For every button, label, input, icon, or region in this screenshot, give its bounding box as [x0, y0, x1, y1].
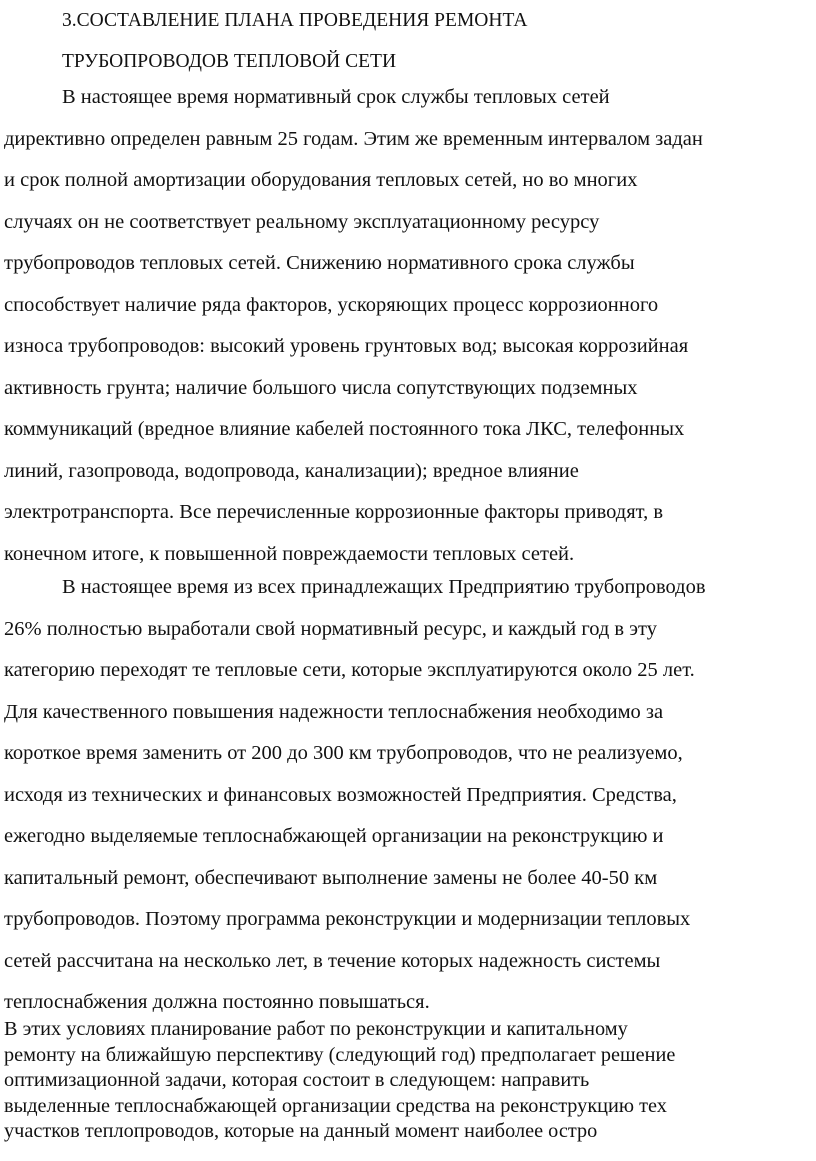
text-line: и срок полной амортизации оборудования тепловых сетей, но во многих — [4, 169, 638, 191]
text-line: активность грунта; наличие большого числа сопутствующих подземных — [4, 376, 638, 399]
text-line: выделенные теплоснабжающей организации средства на реконструкцию тех — [4, 1094, 667, 1117]
paragraph-planning — [4, 1017, 812, 1145]
text-line: теплоснабжения должна постоянно повышаться. — [4, 991, 430, 1013]
heading-line: ТРУБОПРОВОДОВ ТЕПЛОВОЙ СЕТИ — [62, 51, 397, 72]
text-line: капитальный ремонт, обеспечивают выполнение замены не более 40-50 км — [4, 866, 658, 889]
text-line: Для качественного повышения надежности теплоснабжения необходимо за — [4, 700, 664, 723]
text-line: 26% полностью выработали свой нормативный ресурс, и каждый год в эту — [4, 617, 657, 640]
text-line: износа трубопроводов: высокий уровень грунтовых вод; высокая коррозийная — [4, 335, 689, 357]
text-line: В этих условиях планирование работ по реконструкции и капитальному — [4, 1018, 628, 1040]
text-line: категорию переходят те тепловые сети, которые эксплуатируются около 25 лет. — [4, 659, 695, 681]
text-line: участков теплопроводов, которые на данный момент наиболее остро — [4, 1120, 598, 1142]
text-line: конечном итоге, к повышенной повреждаемости тепловых сетей. — [4, 542, 575, 565]
text-line: короткое время заменить от 200 до 300 км трубопроводов, что не реализуемо, — [4, 742, 683, 764]
paragraph-service-life — [4, 77, 812, 575]
text-line: электротранспорта. Все перечисленные коррозионные факторы приводят, в — [4, 501, 664, 523]
text-line: трубопроводов тепловых сетей. Снижению нормативного срока службы — [4, 252, 635, 274]
heading-line: 3.СОСТАВЛЕНИЕ ПЛАНА ПРОВЕДЕНИЯ РЕМОНТА — [62, 10, 528, 31]
text-line: оптимизационной задачи, которая состоит в следующем: направить — [4, 1069, 590, 1091]
text-line: ежегодно выделяемые теплоснабжающей организации на реконструкцию и — [4, 825, 664, 847]
text-line: исходя из технических и финансовых возможностей Предприятия. Средства, — [4, 783, 677, 806]
text-line: сетей рассчитана на несколько лет, в течение которых надежность системы — [4, 949, 661, 972]
text-line: ремонту на ближайшую перспективу (следующий год) предполагает решение — [4, 1043, 676, 1066]
text-line: В настоящее время из всех принадлежащих Предприятию трубопроводов — [62, 576, 706, 598]
text-line: коммуникаций (вредное влияние кабелей постоянного тока ЛКС, телефонных — [4, 418, 685, 440]
text-line: способствует наличие ряда факторов, ускоряющих процесс коррозионного — [4, 293, 659, 316]
text-line: случаях он не соответствует реальному эксплуатационному ресурсу — [4, 210, 600, 233]
paragraph-resource-status — [4, 567, 812, 1024]
text-line: трубопроводов. Поэтому программа реконструкции и модернизации тепловых — [4, 908, 691, 930]
text-line: директивно определен равным 25 годам. Этим же временным интервалом задан — [4, 127, 703, 150]
text-line: В настоящее время нормативный срок службы тепловых сетей — [62, 86, 610, 108]
text-line: линий, газопровода, водопровода, канализации); вредное влияние — [4, 459, 579, 482]
section-heading — [62, 0, 802, 82]
